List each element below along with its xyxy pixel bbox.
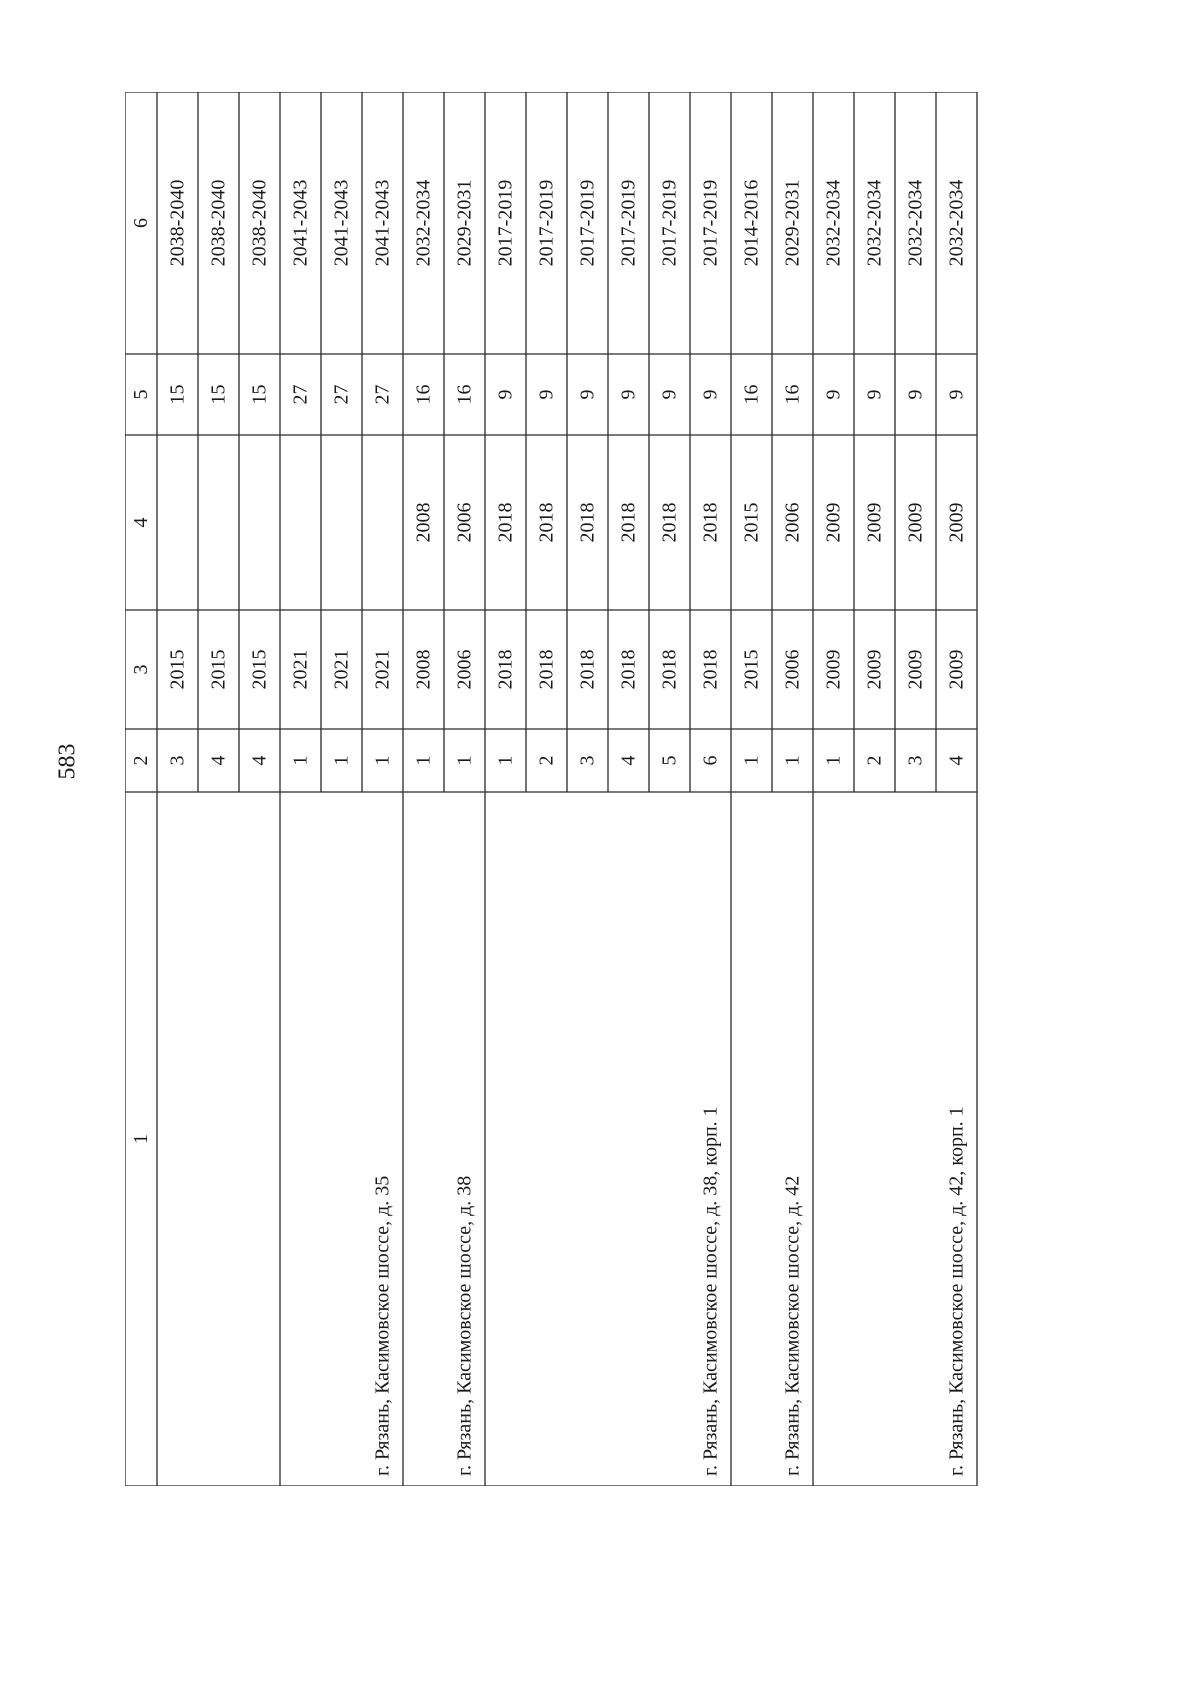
- address-label: г. Рязань, Касимовское шоссе, д. 42: [781, 1175, 804, 1476]
- cell-c4: 2006: [453, 502, 476, 543]
- cell-c5: 9: [699, 389, 722, 400]
- cell-c6: 2029-2031: [781, 179, 804, 267]
- cell-c3: 2018: [494, 649, 517, 690]
- table-content: [130, 180, 968, 1476]
- table-border: [125, 92, 977, 1486]
- cell-c6: 2038-2040: [166, 179, 189, 267]
- cell-c6: 2032-2034: [822, 179, 845, 267]
- cell-c3: 2018: [699, 649, 722, 690]
- address-label: г. Рязань, Касимовское шоссе, д. 42, корп. 1: [945, 1106, 968, 1476]
- table-grid: [125, 92, 977, 1486]
- cell-c6: 2029-2031: [453, 179, 476, 267]
- cell-c4: 2018: [494, 502, 517, 543]
- cell-c3: 2021: [289, 649, 312, 690]
- cell-c6: 2032-2034: [945, 179, 968, 267]
- column-header-6: 6: [130, 218, 152, 228]
- cell-c6: 2017-2019: [535, 179, 558, 267]
- cell-c2: 6: [699, 755, 722, 766]
- cell-c6: 2032-2034: [904, 179, 927, 267]
- cell-c2: 1: [371, 755, 394, 766]
- cell-c6: 2041-2043: [371, 179, 394, 267]
- cell-c2: 1: [781, 755, 804, 766]
- cell-c3: 2018: [576, 649, 599, 690]
- cell-c3: 2018: [535, 649, 558, 690]
- cell-c2: 2: [863, 755, 886, 766]
- cell-c3: 2009: [822, 649, 845, 690]
- data-table: [125, 92, 1047, 1486]
- address-label: г. Рязань, Касимовское шоссе, д. 38, корп. 1: [699, 1106, 722, 1476]
- cell-c2: 4: [945, 755, 968, 766]
- cell-c4: 2006: [781, 502, 804, 543]
- cell-c4: 2018: [699, 502, 722, 543]
- column-header-2: 2: [130, 755, 152, 766]
- cell-c6: 2014-2016: [740, 179, 763, 267]
- cell-c2: 1: [289, 755, 312, 766]
- cell-c6: 2017-2019: [658, 179, 681, 267]
- cell-c3: 2009: [904, 649, 927, 690]
- cell-c4: 2008: [412, 502, 435, 543]
- cell-c3: 2015: [740, 649, 763, 690]
- cell-c5: 9: [904, 389, 927, 400]
- cell-c2: 1: [740, 755, 763, 766]
- cell-c5: 15: [166, 384, 189, 405]
- cell-c4: 2009: [822, 502, 845, 543]
- cell-c5: 15: [248, 384, 271, 405]
- cell-c2: 1: [412, 755, 435, 766]
- cell-c6: 2032-2034: [412, 179, 435, 267]
- cell-c2: 3: [166, 755, 189, 766]
- cell-c2: 1: [330, 755, 353, 766]
- cell-c6: 2038-2040: [248, 179, 271, 267]
- address-label: г. Рязань, Касимовское шоссе, д. 35: [371, 1175, 394, 1476]
- cell-c2: 1: [453, 755, 476, 766]
- cell-c5: 9: [535, 389, 558, 400]
- cell-c2: 2: [535, 755, 558, 766]
- cell-c2: 3: [904, 755, 927, 766]
- column-header-3: 3: [130, 664, 152, 675]
- cell-c3: 2009: [863, 649, 886, 690]
- cell-c5: 9: [822, 389, 845, 400]
- column-header-4: 4: [130, 517, 152, 528]
- cell-c2: 1: [822, 755, 845, 766]
- cell-c4: 2009: [863, 502, 886, 543]
- cell-c5: 27: [289, 384, 312, 405]
- cell-c6: 2017-2019: [576, 179, 599, 267]
- cell-c2: 4: [617, 755, 640, 766]
- cell-c6: 2038-2040: [207, 179, 230, 267]
- cell-c6: 2041-2043: [330, 179, 353, 267]
- cell-c4: 2018: [658, 502, 681, 543]
- cell-c3: 2015: [166, 649, 189, 690]
- cell-c5: 16: [781, 384, 804, 405]
- cell-c3: 2009: [945, 649, 968, 690]
- cell-c6: 2032-2034: [863, 179, 886, 267]
- cell-c2: 3: [576, 755, 599, 766]
- cell-c5: 27: [371, 384, 394, 405]
- cell-c5: 16: [453, 384, 476, 405]
- cell-c5: 9: [576, 389, 599, 400]
- cell-c2: 5: [658, 755, 681, 766]
- cell-c5: 16: [740, 384, 763, 405]
- cell-c5: 27: [330, 384, 353, 405]
- cell-c4: 2018: [617, 502, 640, 543]
- page-number: 583: [54, 743, 81, 780]
- column-header-1: 1: [130, 1134, 152, 1144]
- cell-c3: 2015: [248, 649, 271, 690]
- cell-c2: 4: [207, 755, 230, 766]
- cell-c6: 2017-2019: [494, 179, 517, 267]
- cell-c5: 9: [945, 389, 968, 400]
- cell-c5: 9: [617, 389, 640, 400]
- cell-c3: 2008: [412, 649, 435, 690]
- cell-c3: 2018: [617, 649, 640, 690]
- cell-c3: 2018: [658, 649, 681, 690]
- cell-c4: 2015: [740, 502, 763, 543]
- cell-c6: 2017-2019: [699, 179, 722, 267]
- cell-c3: 2006: [453, 649, 476, 690]
- cell-c4: 2018: [576, 502, 599, 543]
- cell-c6: 2041-2043: [289, 179, 312, 267]
- cell-c5: 9: [494, 389, 517, 400]
- column-header-5: 5: [130, 389, 152, 400]
- cell-c2: 1: [494, 755, 517, 766]
- cell-c2: 4: [248, 755, 271, 766]
- cell-c6: 2017-2019: [617, 179, 640, 267]
- cell-c3: 2021: [330, 649, 353, 690]
- cell-c5: 15: [207, 384, 230, 405]
- cell-c5: 9: [863, 389, 886, 400]
- cell-c4: 2009: [945, 502, 968, 543]
- cell-c4: 2018: [535, 502, 558, 543]
- cell-c3: 2021: [371, 649, 394, 690]
- cell-c5: 16: [412, 384, 435, 405]
- cell-c3: 2006: [781, 649, 804, 690]
- cell-c4: 2009: [904, 502, 927, 543]
- cell-c5: 9: [658, 389, 681, 400]
- cell-c3: 2015: [207, 649, 230, 690]
- address-label: г. Рязань, Касимовское шоссе, д. 38: [453, 1175, 476, 1476]
